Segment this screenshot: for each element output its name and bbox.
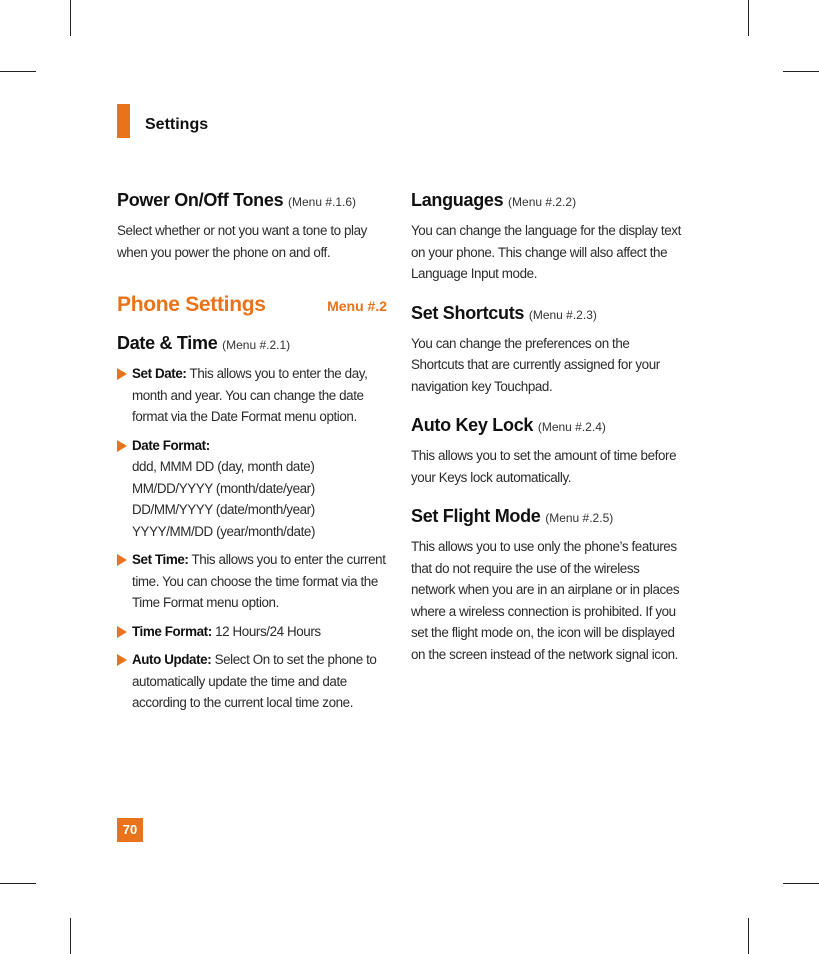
triangle-bullet-icon bbox=[117, 554, 127, 566]
date-format-option: MM/DD/YYYY (month/date/year) bbox=[132, 480, 315, 496]
page-number-badge: 70 bbox=[117, 818, 143, 842]
crop-mark bbox=[783, 883, 819, 884]
page-header-title: Settings bbox=[145, 116, 209, 133]
section-body: You can change the preferences on the Shortcuts that are currently assigned for your navigation key Touchpad. bbox=[411, 335, 660, 394]
section-heading bbox=[117, 186, 387, 216]
crop-mark bbox=[0, 883, 36, 884]
heading-text: Languages bbox=[411, 190, 504, 210]
section-heading bbox=[411, 502, 683, 532]
heading-text: Set Flight Mode bbox=[411, 506, 541, 526]
heading-text: Auto Key Lock bbox=[411, 415, 534, 435]
bullet-text: This allows you to enter the day, month and year. You can change the date format via the Date Format menu option. bbox=[132, 366, 368, 424]
crop-mark bbox=[70, 0, 71, 36]
section-body: You can change the language for the display text on your phone. This change will also affect the Language Input mode. bbox=[411, 223, 681, 281]
header-accent-bar bbox=[117, 104, 130, 138]
bullet-label: Set Date: bbox=[132, 366, 187, 381]
section-date-time bbox=[117, 329, 387, 714]
crop-mark bbox=[748, 0, 749, 36]
section-heading bbox=[117, 329, 387, 359]
section-languages bbox=[411, 186, 683, 285]
section-set-flight-mode bbox=[411, 502, 683, 665]
bullet-set-date bbox=[117, 363, 387, 428]
menu-reference: (Menu #.2.5) bbox=[545, 511, 614, 525]
chapter-heading-phone-settings bbox=[117, 293, 387, 317]
triangle-bullet-icon bbox=[117, 440, 127, 452]
bullet-label: Set Time: bbox=[132, 552, 189, 567]
section-body: This allows you to use only the phone’s features that do not require the use of the wireless network when you are in an airplane or in places where a wireless connection is prohibited. If you set the flight mode on, the icon will be displayed on the screen instead of the network signal icon. bbox=[411, 539, 680, 662]
date-format-option: ddd, MMM DD (day, month date) bbox=[132, 459, 315, 474]
date-format-option: DD/MM/YYYY (date/month/year) bbox=[132, 502, 315, 517]
bullet-text: This allows you to enter the current time. You can choose the time format via the Time Format menu option. bbox=[132, 552, 386, 610]
section-body: Select whether or not you want a tone to play when you power the phone on and off. bbox=[117, 223, 367, 260]
crop-mark bbox=[70, 918, 71, 954]
triangle-bullet-icon bbox=[117, 626, 127, 638]
triangle-bullet-icon bbox=[117, 368, 127, 380]
left-column bbox=[117, 186, 387, 714]
menu-reference: (Menu #.1.6) bbox=[287, 195, 357, 209]
section-heading bbox=[411, 186, 683, 216]
bullet-label: Time Format: bbox=[132, 623, 212, 639]
section-heading bbox=[411, 299, 683, 329]
bullet-text: Select On to set the phone to automatically update the time and date according to the current local time zone. bbox=[132, 652, 377, 710]
section-power-tones bbox=[117, 186, 387, 263]
section-auto-key-lock bbox=[411, 411, 683, 488]
triangle-bullet-icon bbox=[117, 654, 127, 666]
bullet-auto-update bbox=[117, 649, 387, 714]
section-heading bbox=[411, 411, 683, 441]
menu-reference: (Menu #.2.2) bbox=[508, 195, 577, 209]
section-body: This allows you to set the amount of time before your Keys lock automatically. bbox=[411, 448, 677, 485]
crop-mark bbox=[748, 918, 749, 954]
bullet-text: 12 Hours/24 Hours bbox=[215, 623, 321, 639]
menu-reference: (Menu #.2.1) bbox=[222, 338, 291, 352]
chapter-menu-tag: Menu #.2 bbox=[327, 298, 387, 314]
menu-reference: (Menu #.2.3) bbox=[528, 307, 597, 322]
crop-mark bbox=[783, 71, 819, 72]
heading-text: Power On/Off Tones bbox=[117, 190, 284, 210]
heading-text: Date & Time bbox=[117, 333, 218, 353]
menu-reference: (Menu #.2.4) bbox=[537, 420, 606, 434]
crop-mark bbox=[0, 71, 36, 72]
bullet-set-time bbox=[117, 549, 387, 614]
bullet-label: Auto Update: bbox=[132, 652, 212, 667]
bullet-label: Date Format: bbox=[132, 437, 210, 453]
bullet-date-format bbox=[117, 435, 387, 543]
bullet-time-format bbox=[117, 621, 387, 643]
date-format-option: YYYY/MM/DD (year/month/date) bbox=[132, 523, 316, 539]
right-column bbox=[411, 186, 683, 665]
section-set-shortcuts bbox=[411, 299, 683, 398]
chapter-title: Phone Settings bbox=[117, 293, 266, 316]
heading-text: Set Shortcuts bbox=[411, 302, 525, 323]
